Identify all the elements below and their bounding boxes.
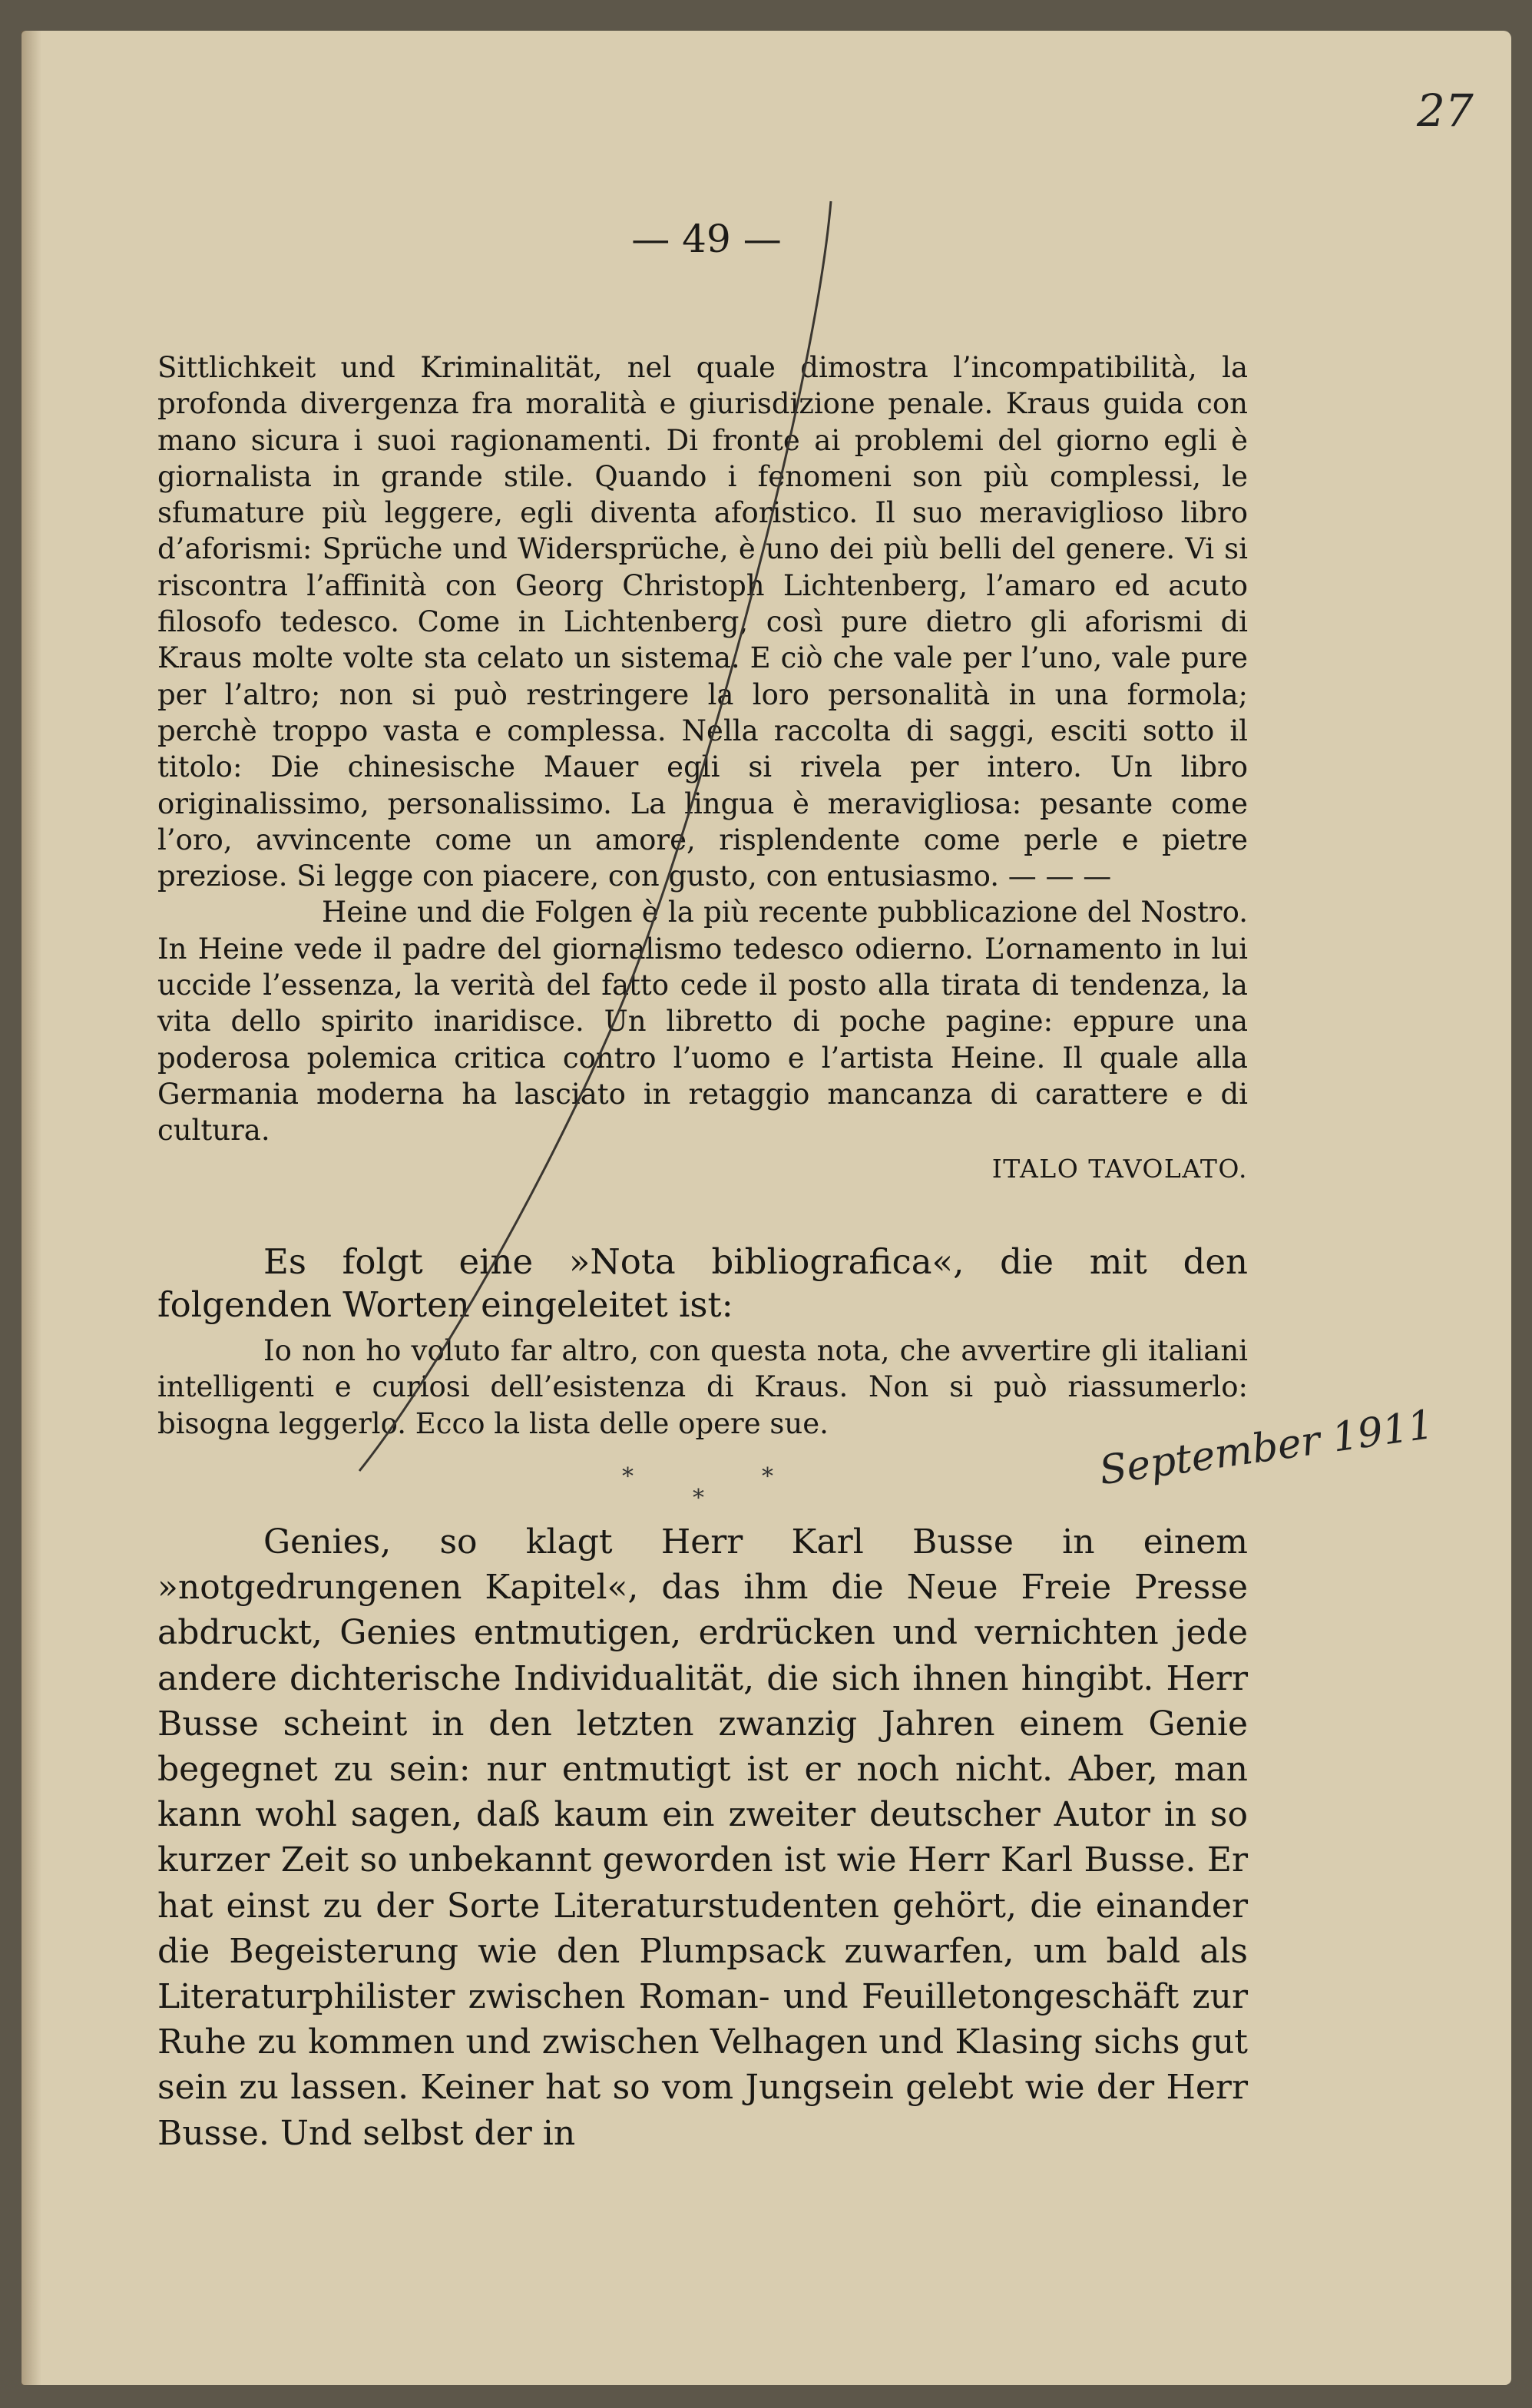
handwritten-date-annotation: September 1911 <box>1096 1401 1437 1495</box>
review-signature: ITALO TAVOLATO. <box>991 1153 1248 1184</box>
separator-star-3: * <box>762 1463 773 1490</box>
main-paragraph: Genies, so klagt Herr Karl Busse in einem »notgedrungenen Kapitel«, das ihm die Neue Freie Presse abdruckt, Genies entmutigen, erdrücken und vernichten jede andere dichterische Individualität, die sich ihnen hingibt. Herr Busse scheint in den letzten zwanzig Jahren einem Genie begegnet zu sein: nur entmutigt ist er noch nicht. Aber, man kann wohl sagen, daß kaum ein zweiter deutscher Autor in so kurzer Zeit so unbekannt geworden ist wie Herr Karl Busse. Er hat einst zu der Sorte Literaturstudenten gehört, die einander die Begeisterung wie den Plumpsack zuwarfen, um bald als Literaturphilister zwischen Roman- und Feuilletongeschäft zur Ruhe zu kommen und zwischen Velhagen und Klasing sichs gut sein zu lassen. Keiner hat so vom Jungsein gelebt wie der Herr Busse. Und selbst der in <box>157 1522 1248 2153</box>
review-paragraph-2: Heine und die Folgen è la più recente pubblicazione del Nostro. In Heine vede il padre del giornalismo tedesco odierno. L’ornamento in lui uccide l’essenza, la verità del fatto cede il posto alla tirata di tendenza, la vita dello spirito inaridisce. Un libretto di poche pagine: eppure una poderosa polemica critica contro l’uomo e l’artista Heine. Il quale alla Germania moderna ha lasciato in retaggio mancanza di carattere e di cultura. <box>157 896 1248 1148</box>
main-article-block <box>157 1519 1248 2156</box>
section-separator <box>599 1463 783 1517</box>
italian-review-block <box>157 349 1248 1187</box>
review-paragraph-1: Sittlichkeit und Kriminalität, nel quale dimostra l’incompatibilità, la profonda divergenza fra moralità e giurisdizione penale. Kraus guida con mano sicura i suoi ragionamenti. Di fronte ai problemi del giorno egli è giornalista in grande stile. Quando i fenomeni son più complessi, le sfumature più leggere, egli diventa aforistico. Il suo meraviglioso libro d’aforismi: Sprüche und Widersprüche, è uno dei più belli del genere. Vi si riscontra l’affinità con Georg Christoph Lichtenberg, l’amaro ed acuto filosofo tedesco. Come in Lichtenberg, così pure dietro gli aforismi di Kraus molte volte sta celato un sistema. E ciò che vale per l’uno, vale pure per l’altro; non si può restringere la loro personalità in una formola; perchè troppo vasta e complessa. Nella raccolta di saggi, esciti sotto il titolo: Die chinesische Mauer egli si rivela per intero. Un libro originalissimo, personalissimo. La lingua è meravigliosa: pesante come l’oro, avvincente come un amore, risplendente come perle e pietre preziose. Si legge con piacere, con gusto, con entusiasmo. — — — <box>157 351 1248 893</box>
nota-paragraph: Io non ho voluto far altro, con questa nota, che avvertire gli italiani intelligenti e curiosi dell’esistenza di Kraus. Non si può riassumerlo: bisogna leggerlo. Ecco la lista delle opere sue. <box>157 1334 1248 1440</box>
separator-star-1: * <box>622 1463 634 1490</box>
handwritten-folio-number: 27 <box>1417 84 1474 137</box>
nota-bibliografica-block <box>157 1333 1248 1442</box>
page-number: — 49 — <box>631 217 782 261</box>
page-edge-stain <box>22 31 41 2385</box>
intro-paragraph-block <box>157 1240 1248 1327</box>
separator-star-2: * <box>693 1485 704 1512</box>
intro-paragraph: Es folgt eine »Nota bibliografica«, die mit den folgenden Worten eingeleitet ist: <box>157 1241 1248 1325</box>
